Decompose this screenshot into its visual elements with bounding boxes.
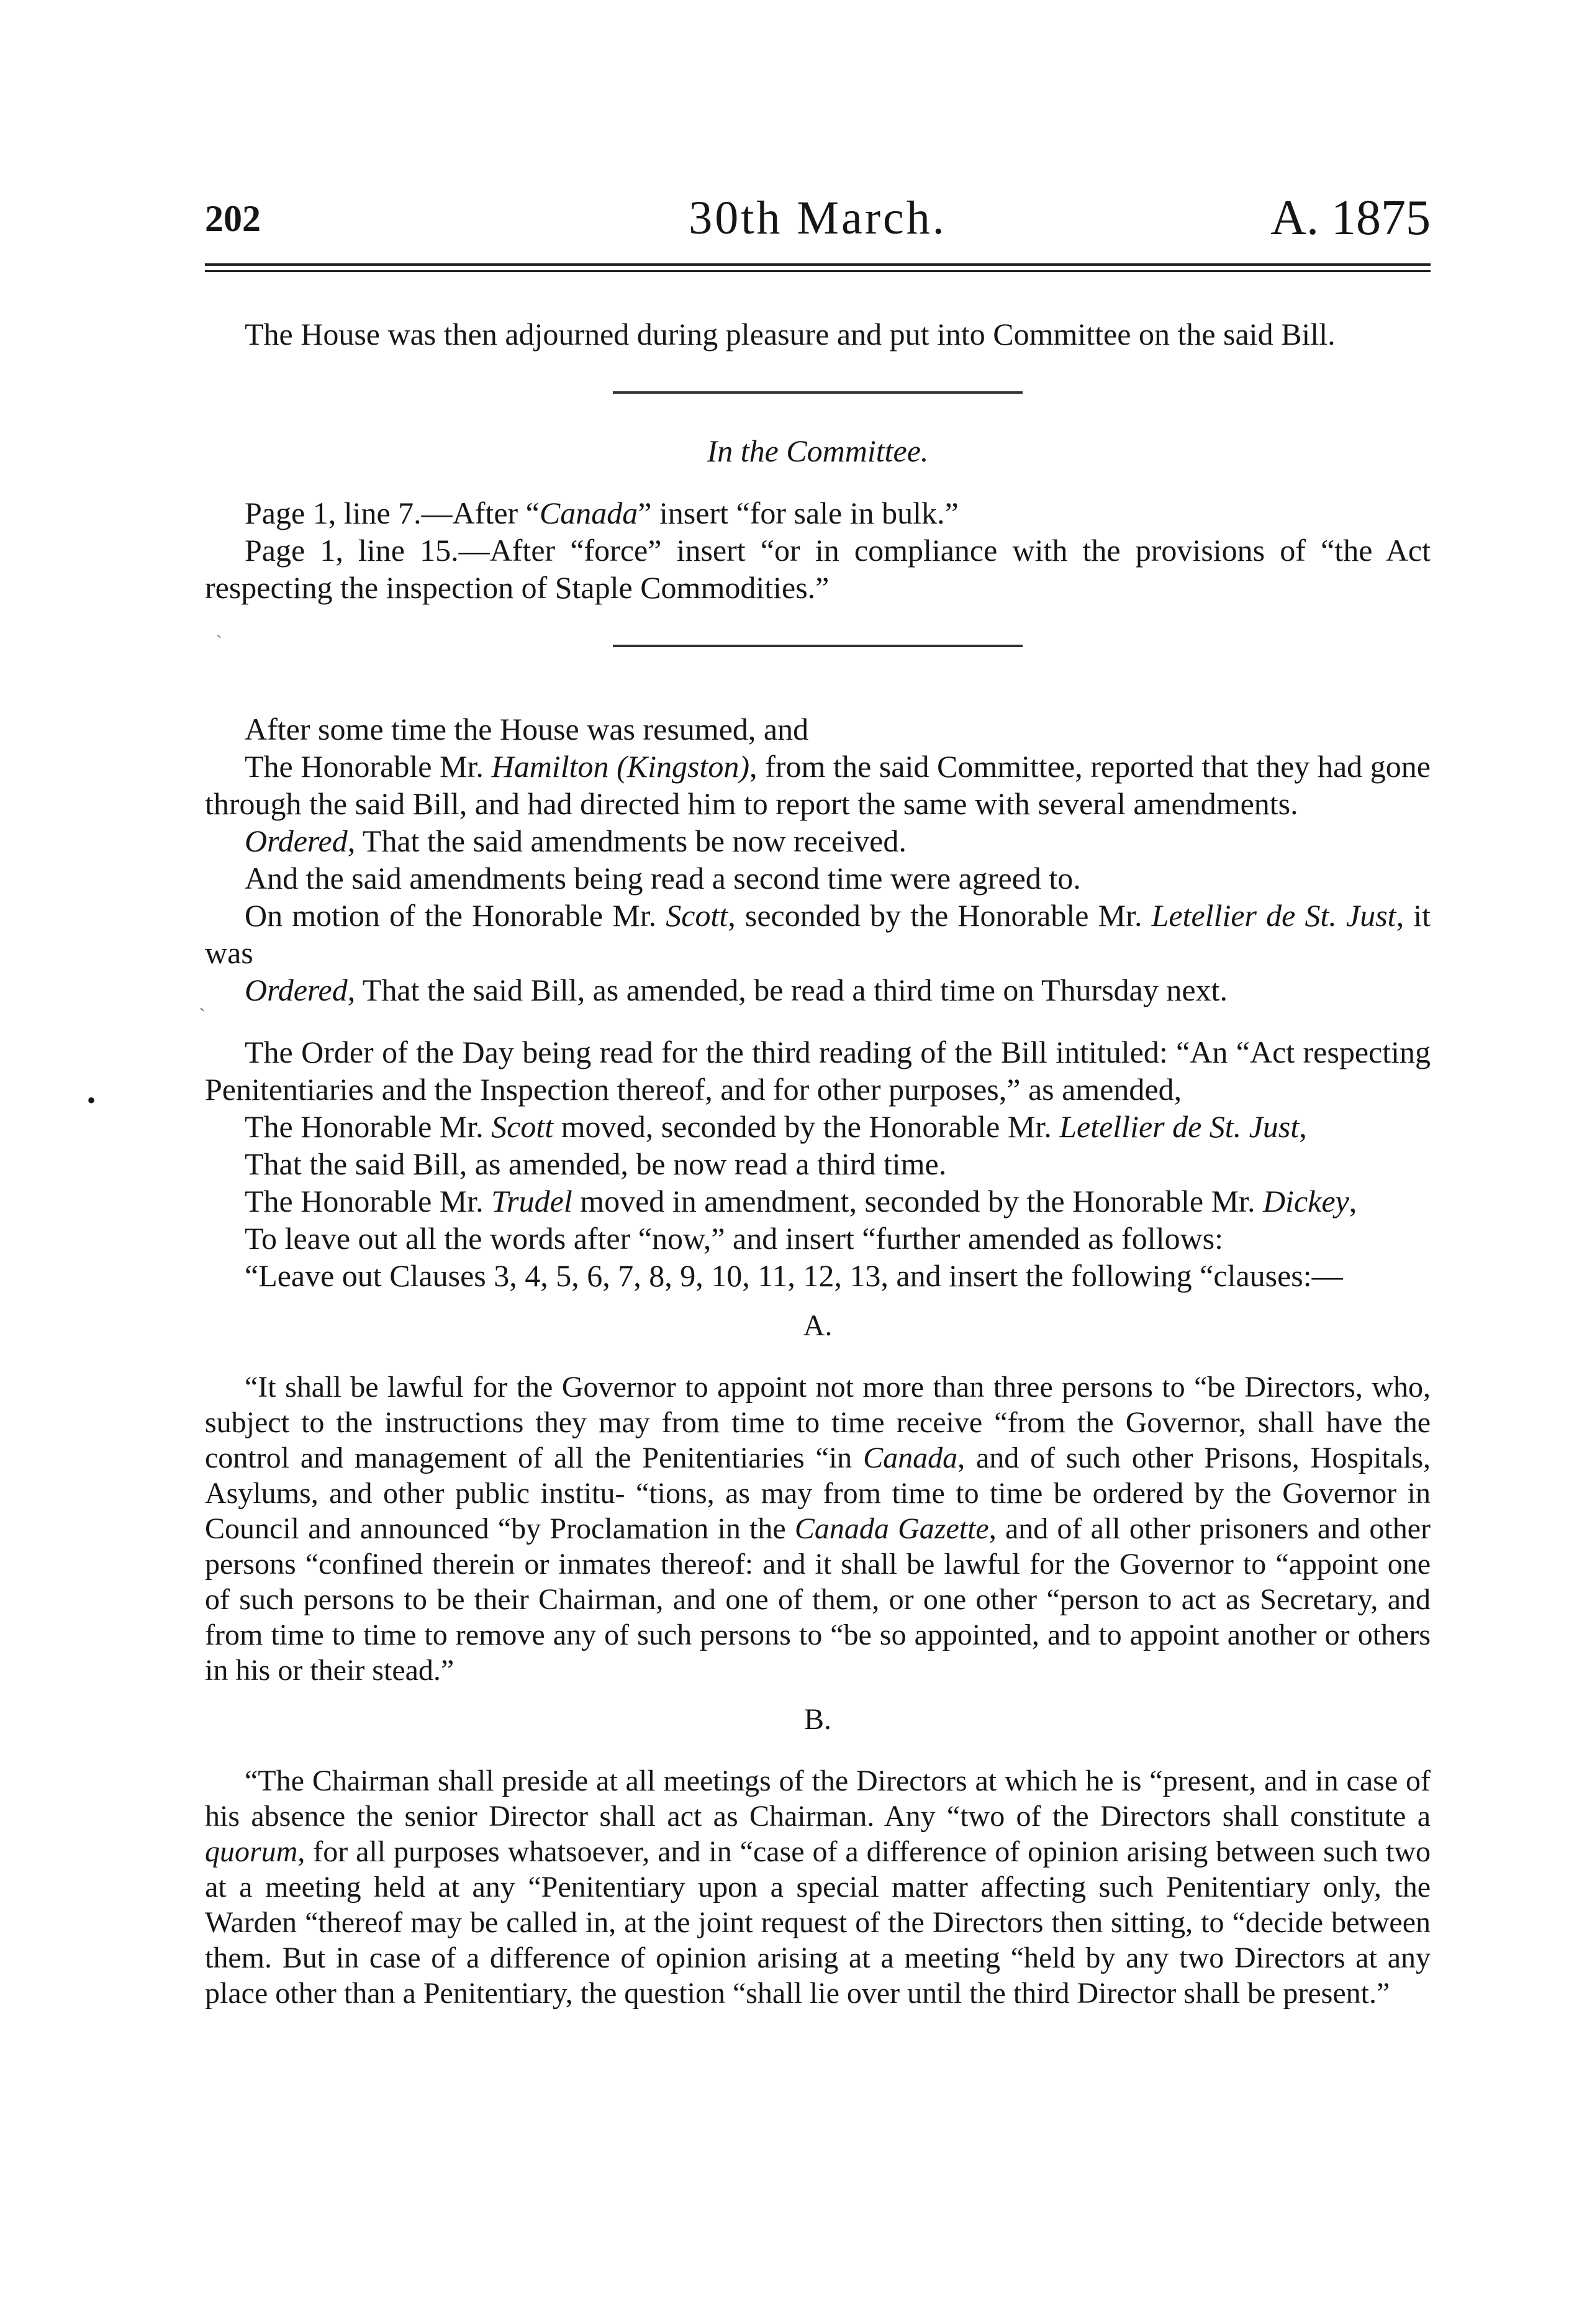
committee-report: The Honorable Mr. Hamilton (Kingston), from the said Committee, reported that they had gone through the said Bill, and had directed him to report the same with several amendments. — [205, 749, 1431, 821]
house-resumed: After some time the House was resumed, and — [245, 712, 809, 747]
ordered-received: Ordered, That the said amendments be now received. — [245, 824, 907, 858]
clause-b-text: “The Chairman shall preside at all meetings of the Directors at which he is “present, and in case of his absence the senior Director shall act as Chairman. Any “two of the Directors shall constitute a quorum, for all purposes whatsoever, and in “case of a difference of opinion arising between such two at a meeting held at any “Penitentiary upon a special matter affecting such Penitentiary only, the Warden “thereof may be called in, at the joint request of the Directors then sitting, to “decide between them. But in case of a difference of opinion arising at a meeting “held by any two Directors at any place other than a Penitentiary, the question “shall lie over until the third Director shall be present.” — [205, 1764, 1431, 2010]
margin-dot-mark: • — [87, 1086, 96, 1114]
ordered-third-reading: Ordered, That the said Bill, as amended, be read a third time on Thursday next. — [245, 973, 1228, 1007]
section-divider — [613, 645, 1023, 647]
leave-out-words: To leave out all the words after “now,” and insert “further amended as follows: — [245, 1221, 1224, 1256]
committee-heading: In the Committee. — [707, 433, 929, 468]
clause-b-letter: B. — [803, 1703, 831, 1736]
committee-amendment-2: Page 1, line 15.—After “force” insert “or in compliance with the provisions of “the Act respecting the inspection of Staple Commodities.” — [205, 533, 1431, 605]
clause-a — [205, 1308, 1431, 1688]
committee-amendment-1: Page 1, line 7.—After “Canada” insert “for sale in bulk.” — [245, 496, 959, 530]
scott-moved: The Honorable Mr. Scott moved, seconded by the Honorable Mr. Letellier de St. Just, — [245, 1109, 1307, 1144]
amendments-agreed: And the said amendments being read a second time were agreed to. — [245, 861, 1081, 896]
margin-tick-mark: ˏ — [216, 618, 222, 638]
page-number: 202 — [205, 198, 261, 239]
header-double-rule — [205, 263, 1431, 272]
leave-out-clauses: “Leave out Clauses 3, 4, 5, 6, 7, 8, 9, 10, 11, 12, 13, and insert the following “clauses:— — [245, 1258, 1343, 1293]
clause-a-letter: A. — [803, 1309, 833, 1342]
motion-scott: On motion of the Honorable Mr. Scott, seconded by the Honorable Mr. Letellier de St. Just, it was — [205, 898, 1431, 970]
clause-b — [205, 1702, 1431, 2011]
third-reading-motion: That the said Bill, as amended, be now read a third time. — [245, 1146, 947, 1181]
section-divider — [613, 391, 1023, 394]
clause-a-text: “It shall be lawful for the Governor to appoint not more than three persons to “be Directors, who, subject to the instructions they may from time to time receive “from the Governor, shall have the control and management of all the Penitentiaries “in Canada, and of such other Prisons, Hospitals, Asylums, and other public institu- “tions, as may from time to time be ordered by the Governor in Council and announced “by Proclamation in the Canada Gazette, and of all other prisoners and other persons “confined therein or inmates thereof: and it shall be lawful for the Governor to “appoint one of such persons to be their Chairman, and one of them, or one other “person to act as Secretary, and from time to time to remove any of such persons to “be so appointed, and to appoint another or others in his or their stead.” — [205, 1371, 1431, 1687]
order-of-the-day: The Order of the Day being read for the third reading of the Bill intituled: “An “Act respecting Penitentiaries and the Inspection thereof, and for other purposes,” as amended, — [205, 1035, 1431, 1107]
running-head — [205, 186, 1431, 255]
page-year: A. 1875 — [1270, 191, 1431, 245]
intro-paragraph: The House was then adjourned during pleasure and put into Committee on the said Bill. — [245, 317, 1336, 352]
page-date: 30th March. — [689, 192, 947, 244]
trudel-amendment: The Honorable Mr. Trudel moved in amendment, seconded by the Honorable Mr. Dickey, — [245, 1184, 1357, 1219]
margin-tick-mark: ˏ — [199, 989, 206, 1012]
